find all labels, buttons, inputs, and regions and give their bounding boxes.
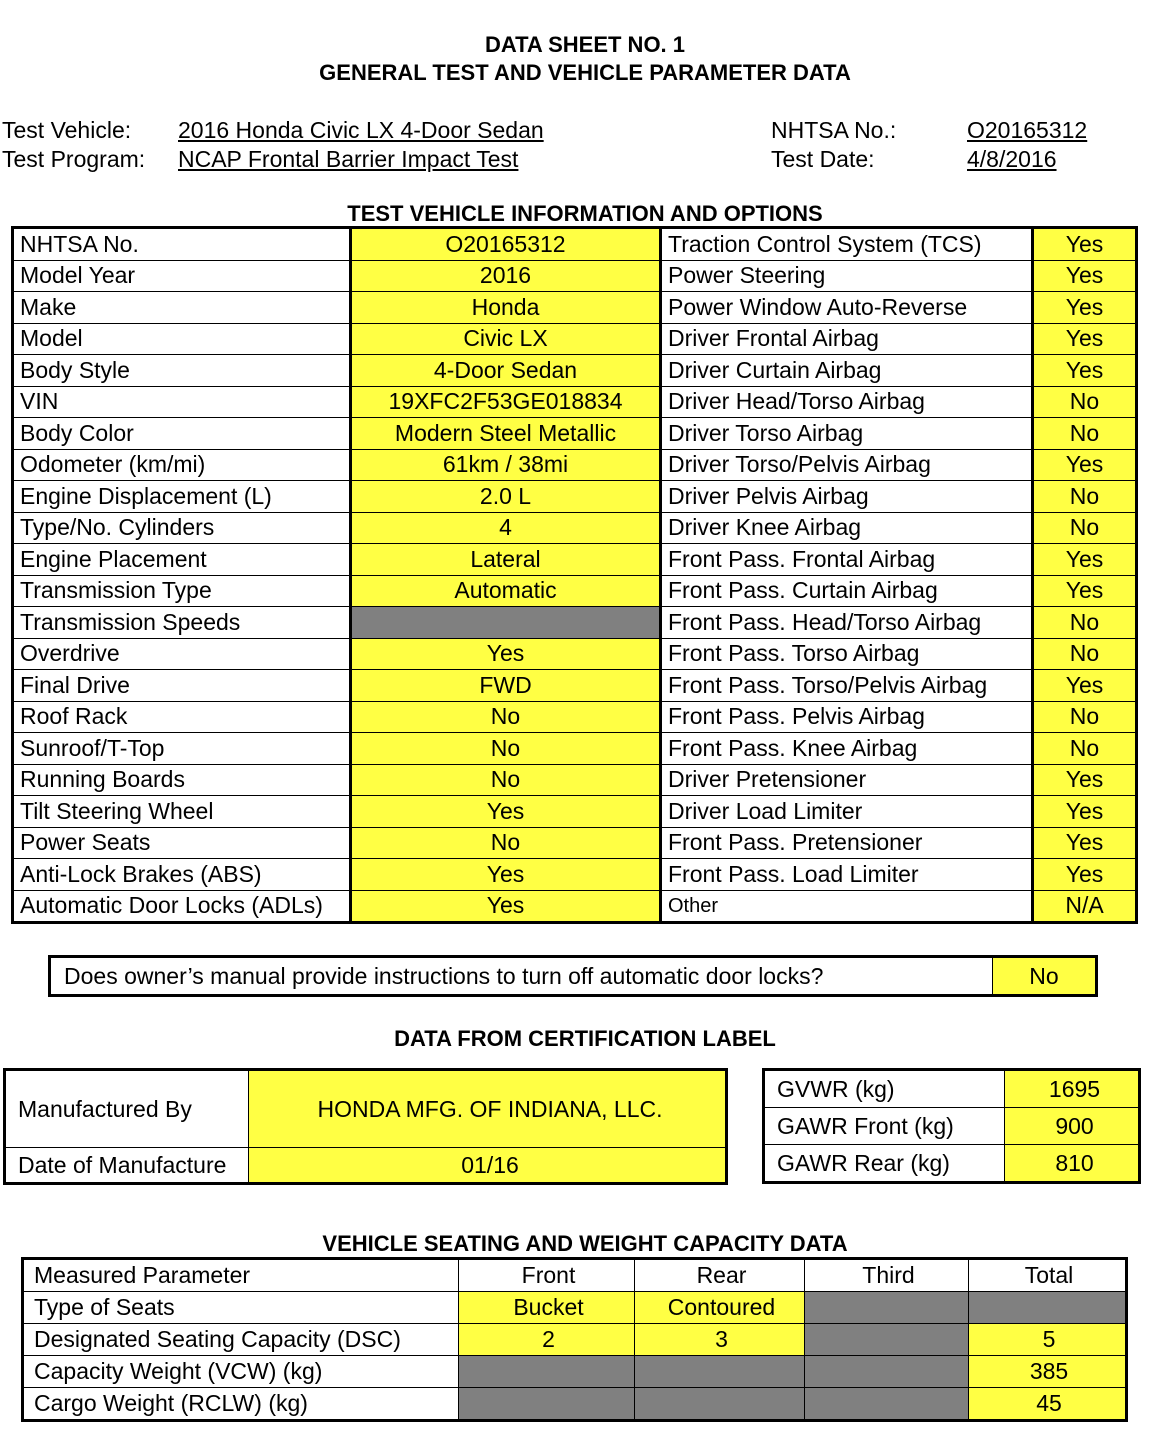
test-program-label: Test Program: — [2, 146, 146, 172]
vehicle-info-row — [13, 701, 1137, 733]
manufactured-by-label: Manufactured By — [5, 1070, 249, 1148]
vehicle-info-value: 19XFC2F53GE018834 — [351, 386, 661, 418]
vehicle-option-label: Other — [661, 890, 1033, 923]
seating-third-cell — [805, 1324, 969, 1356]
vehicle-info-value: Automatic — [351, 575, 661, 607]
vehicle-option-label: Driver Pelvis Airbag — [661, 481, 1033, 513]
weight-rating-table — [762, 1068, 1141, 1184]
vehicle-option-value: Yes — [1033, 827, 1137, 859]
seating-rear-cell: Contoured — [635, 1292, 805, 1324]
vehicle-info-value: 2016 — [351, 260, 661, 292]
manufacture-date-row — [5, 1148, 727, 1184]
vehicle-option-label: Power Window Auto-Reverse — [661, 292, 1033, 324]
vehicle-info-label: VIN — [13, 386, 351, 418]
header-front: Front — [459, 1259, 635, 1292]
header-total: Total — [969, 1259, 1127, 1292]
vehicle-info-label: Running Boards — [13, 764, 351, 796]
seating-parameter-label: Cargo Weight (RCLW) (kg) — [23, 1388, 459, 1421]
seating-parameter-label: Designated Seating Capacity (DSC) — [23, 1324, 459, 1356]
vehicle-info-row — [13, 386, 1137, 418]
vehicle-option-label: Driver Load Limiter — [661, 796, 1033, 828]
vehicle-option-label: Front Pass. Frontal Airbag — [661, 544, 1033, 576]
manufacture-date-label: Date of Manufacture — [5, 1148, 249, 1184]
vehicle-info-label: Transmission Speeds — [13, 607, 351, 639]
vehicle-info-row — [13, 638, 1137, 670]
vehicle-option-label: Front Pass. Head/Torso Airbag — [661, 607, 1033, 639]
vehicle-option-value: Yes — [1033, 228, 1137, 261]
seating-row — [23, 1292, 1127, 1324]
vehicle-info-row — [13, 733, 1137, 765]
vehicle-option-value: Yes — [1033, 670, 1137, 702]
seating-row — [23, 1356, 1127, 1388]
vehicle-info-label: Tilt Steering Wheel — [13, 796, 351, 828]
vehicle-info-value: Modern Steel Metallic — [351, 418, 661, 450]
seating-total-cell: 5 — [969, 1324, 1127, 1356]
vehicle-info-value: 61km / 38mi — [351, 449, 661, 481]
vehicle-info-row — [13, 449, 1137, 481]
vehicle-info-label: Anti-Lock Brakes (ABS) — [13, 859, 351, 891]
vehicle-info-row — [13, 512, 1137, 544]
vehicle-option-label: Power Steering — [661, 260, 1033, 292]
vehicle-info-label: Power Seats — [13, 827, 351, 859]
vehicle-option-label: Traction Control System (TCS) — [661, 228, 1033, 261]
vehicle-info-label: Sunroof/T-Top — [13, 733, 351, 765]
vehicle-info-row — [13, 260, 1137, 292]
vehicle-option-value: No — [1033, 638, 1137, 670]
seating-front-cell — [459, 1388, 635, 1421]
vehicle-info-label: Engine Displacement (L) — [13, 481, 351, 513]
vehicle-info-row — [13, 418, 1137, 450]
gawr-rear-row — [764, 1145, 1140, 1183]
vehicle-info-label: Body Style — [13, 355, 351, 387]
vehicle-option-value: No — [1033, 512, 1137, 544]
vehicle-option-label: Front Pass. Torso/Pelvis Airbag — [661, 670, 1033, 702]
seating-front-cell: Bucket — [459, 1292, 635, 1324]
sheet-title-line1: DATA SHEET NO. 1 — [484, 32, 686, 57]
seating-total-cell — [969, 1292, 1127, 1324]
seating-rear-cell — [635, 1388, 805, 1421]
vehicle-info-value: Yes — [351, 638, 661, 670]
seating-total-cell: 385 — [969, 1356, 1127, 1388]
vehicle-option-value: Yes — [1033, 575, 1137, 607]
gvwr-row — [764, 1070, 1140, 1108]
vehicle-option-value: Yes — [1033, 544, 1137, 576]
vehicle-option-label: Front Pass. Curtain Airbag — [661, 575, 1033, 607]
seating-rear-cell: 3 — [635, 1324, 805, 1356]
vehicle-info-row — [13, 670, 1137, 702]
seating-parameter-label: Capacity Weight (VCW) (kg) — [23, 1356, 459, 1388]
vehicle-info-value: Yes — [351, 796, 661, 828]
seating-third-cell — [805, 1292, 969, 1324]
nhtsa-number-value: O20165312 — [967, 117, 1088, 143]
door-lock-question-row — [50, 957, 1097, 996]
test-date-label: Test Date: — [771, 146, 875, 172]
gawr-rear-value: 810 — [1005, 1145, 1140, 1183]
seating-parameter-label: Type of Seats — [23, 1292, 459, 1324]
seating-front-cell: 2 — [459, 1324, 635, 1356]
certification-title: DATA FROM CERTIFICATION LABEL — [394, 1026, 776, 1051]
vehicle-info-value: Civic LX — [351, 323, 661, 355]
vehicle-info-label: Overdrive — [13, 638, 351, 670]
vehicle-info-label: Automatic Door Locks (ADLs) — [13, 890, 351, 923]
seating-row — [23, 1388, 1127, 1421]
nhtsa-number-label: NHTSA No.: — [771, 117, 897, 143]
test-vehicle-label: Test Vehicle: — [2, 117, 132, 143]
vehicle-info-value — [351, 607, 661, 639]
vehicle-option-label: Driver Knee Airbag — [661, 512, 1033, 544]
header-measured-parameter: Measured Parameter — [23, 1259, 459, 1292]
manufacture-date-value: 01/16 — [249, 1148, 727, 1184]
vehicle-info-value: Yes — [351, 890, 661, 923]
vehicle-info-label: Type/No. Cylinders — [13, 512, 351, 544]
manufactured-by-value: HONDA MFG. OF INDIANA, LLC. — [249, 1070, 727, 1148]
vehicle-option-value: No — [1033, 701, 1137, 733]
seating-third-cell — [805, 1388, 969, 1421]
test-program-value: NCAP Frontal Barrier Impact Test — [178, 146, 519, 172]
vehicle-info-label: Final Drive — [13, 670, 351, 702]
vehicle-info-value: No — [351, 827, 661, 859]
seating-front-cell — [459, 1356, 635, 1388]
seating-row — [23, 1324, 1127, 1356]
header-rear: Rear — [635, 1259, 805, 1292]
seating-title: VEHICLE SEATING AND WEIGHT CAPACITY DATA — [322, 1231, 848, 1256]
gawr-front-row — [764, 1108, 1140, 1145]
vehicle-option-value: Yes — [1033, 859, 1137, 891]
vehicle-info-row — [13, 481, 1137, 513]
vehicle-info-row — [13, 228, 1137, 261]
vehicle-info-label: Body Color — [13, 418, 351, 450]
vehicle-info-row — [13, 607, 1137, 639]
vehicle-info-value: FWD — [351, 670, 661, 702]
manufactured-by-row — [5, 1070, 727, 1148]
vehicle-option-label: Driver Torso Airbag — [661, 418, 1033, 450]
vehicle-info-title: TEST VEHICLE INFORMATION AND OPTIONS — [347, 201, 823, 226]
vehicle-info-value: No — [351, 701, 661, 733]
vehicle-info-value: Yes — [351, 859, 661, 891]
vehicle-option-value: Yes — [1033, 796, 1137, 828]
vehicle-option-label: Driver Head/Torso Airbag — [661, 386, 1033, 418]
vehicle-option-value: No — [1033, 418, 1137, 450]
vehicle-option-value: No — [1033, 386, 1137, 418]
seating-header-row — [23, 1259, 1127, 1292]
door-lock-question-box — [48, 955, 1098, 997]
vehicle-option-value: Yes — [1033, 764, 1137, 796]
vehicle-info-value: No — [351, 733, 661, 765]
vehicle-info-row — [13, 827, 1137, 859]
vehicle-info-row — [13, 323, 1137, 355]
gawr-front-label: GAWR Front (kg) — [764, 1108, 1005, 1145]
seating-total-cell: 45 — [969, 1388, 1127, 1421]
vehicle-info-value: 2.0 L — [351, 481, 661, 513]
vehicle-option-value: No — [1033, 481, 1137, 513]
door-lock-question: Does owner’s manual provide instructions to turn off automatic door locks? — [50, 957, 993, 996]
vehicle-info-table — [11, 226, 1138, 924]
header-third: Third — [805, 1259, 969, 1292]
vehicle-info-label: NHTSA No. — [13, 228, 351, 261]
gawr-front-value: 900 — [1005, 1108, 1140, 1145]
vehicle-info-row — [13, 796, 1137, 828]
vehicle-info-label: Engine Placement — [13, 544, 351, 576]
vehicle-info-value: Honda — [351, 292, 661, 324]
vehicle-option-label: Driver Pretensioner — [661, 764, 1033, 796]
vehicle-info-row — [13, 575, 1137, 607]
test-date-value: 4/8/2016 — [967, 146, 1057, 172]
gvwr-value: 1695 — [1005, 1070, 1140, 1108]
door-lock-answer: No — [993, 957, 1097, 996]
seating-rear-cell — [635, 1356, 805, 1388]
vehicle-option-label: Driver Curtain Airbag — [661, 355, 1033, 387]
gvwr-label: GVWR (kg) — [764, 1070, 1005, 1108]
vehicle-info-value: Lateral — [351, 544, 661, 576]
vehicle-option-value: Yes — [1033, 292, 1137, 324]
vehicle-option-label: Driver Frontal Airbag — [661, 323, 1033, 355]
vehicle-option-label: Front Pass. Torso Airbag — [661, 638, 1033, 670]
vehicle-option-label: Front Pass. Pretensioner — [661, 827, 1033, 859]
vehicle-option-value: N/A — [1033, 890, 1137, 923]
vehicle-info-label: Model Year — [13, 260, 351, 292]
test-vehicle-value: 2016 Honda Civic LX 4-Door Sedan — [178, 117, 544, 143]
vehicle-info-value: 4 — [351, 512, 661, 544]
seating-table — [21, 1257, 1128, 1422]
gawr-rear-label: GAWR Rear (kg) — [764, 1145, 1005, 1183]
vehicle-info-label: Roof Rack — [13, 701, 351, 733]
manufacturer-table — [3, 1068, 728, 1185]
vehicle-option-value: Yes — [1033, 449, 1137, 481]
vehicle-option-label: Front Pass. Pelvis Airbag — [661, 701, 1033, 733]
vehicle-info-row — [13, 292, 1137, 324]
vehicle-option-label: Front Pass. Load Limiter — [661, 859, 1033, 891]
vehicle-info-row — [13, 859, 1137, 891]
vehicle-option-value: No — [1033, 607, 1137, 639]
vehicle-info-value: 4-Door Sedan — [351, 355, 661, 387]
vehicle-info-value: No — [351, 764, 661, 796]
vehicle-option-value: Yes — [1033, 355, 1137, 387]
vehicle-option-value: Yes — [1033, 260, 1137, 292]
vehicle-info-row — [13, 355, 1137, 387]
vehicle-option-label: Driver Torso/Pelvis Airbag — [661, 449, 1033, 481]
vehicle-option-value: Yes — [1033, 323, 1137, 355]
vehicle-info-label: Make — [13, 292, 351, 324]
vehicle-option-value: No — [1033, 733, 1137, 765]
sheet-title-line2: GENERAL TEST AND VEHICLE PARAMETER DATA — [319, 60, 851, 85]
seating-third-cell — [805, 1356, 969, 1388]
vehicle-info-row — [13, 890, 1137, 923]
vehicle-info-row — [13, 764, 1137, 796]
vehicle-info-label: Model — [13, 323, 351, 355]
vehicle-info-row — [13, 544, 1137, 576]
vehicle-option-label: Front Pass. Knee Airbag — [661, 733, 1033, 765]
vehicle-info-value: O20165312 — [351, 228, 661, 261]
vehicle-info-label: Odometer (km/mi) — [13, 449, 351, 481]
vehicle-info-label: Transmission Type — [13, 575, 351, 607]
